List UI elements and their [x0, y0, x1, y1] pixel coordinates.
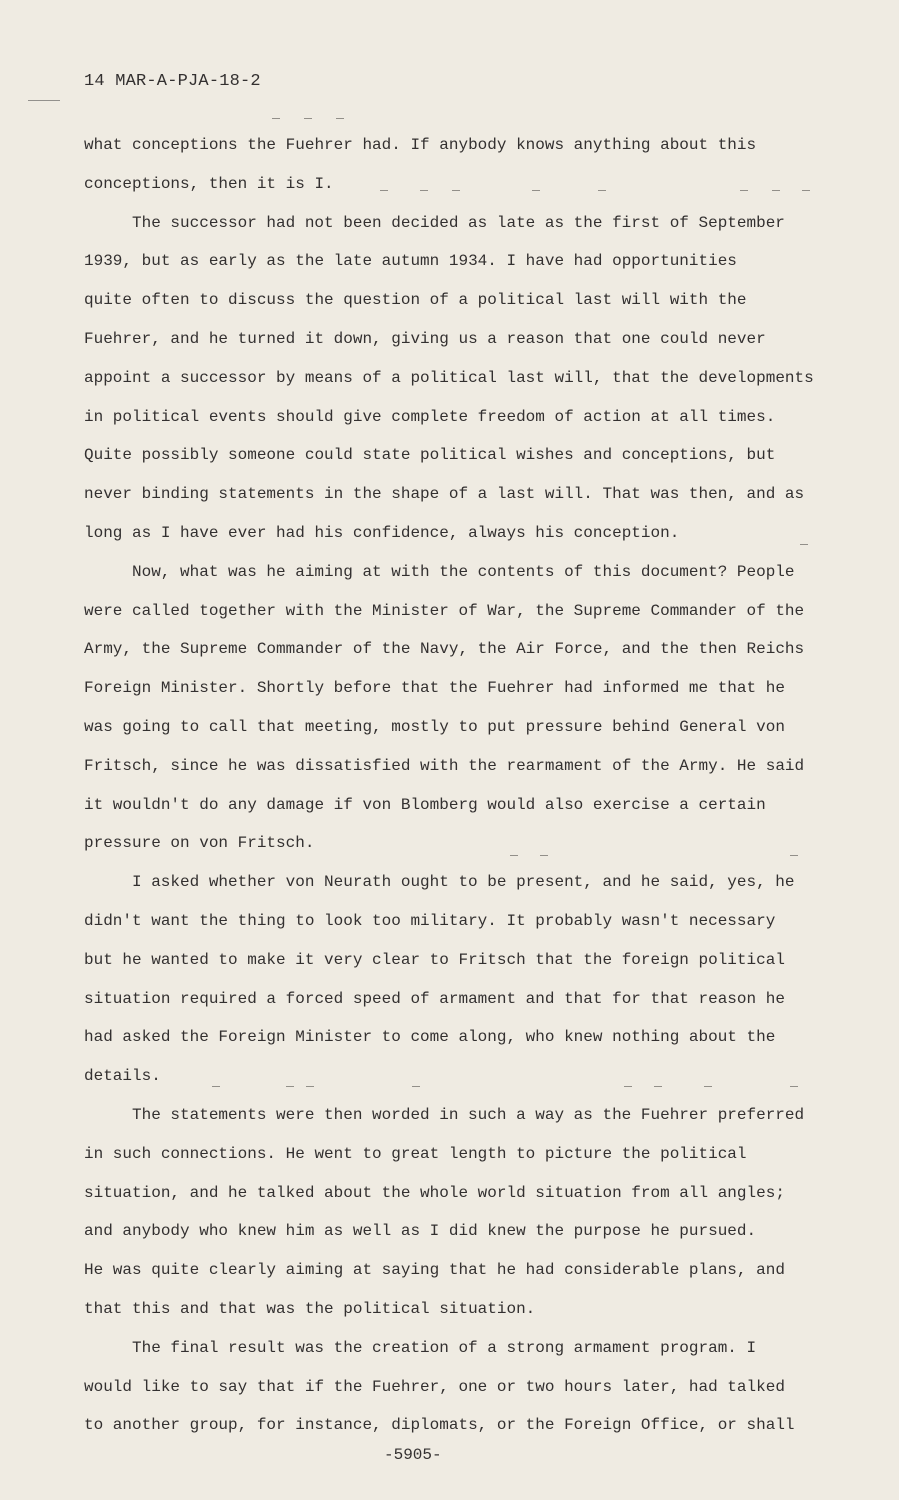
typewriter-mark: [740, 190, 748, 191]
text-line: what conceptions the Fuehrer had. If anybody knows anything about this: [84, 136, 757, 154]
text-line: would like to say that if the Fuehrer, one or two hours later, had talked: [84, 1377, 785, 1396]
text-line: but he wanted to make it very clear to Fritsch that the foreign political: [84, 950, 785, 969]
typewriter-mark: [306, 1086, 314, 1087]
text-line: Fuehrer, and he turned it down, giving us a reason that one could never: [84, 329, 766, 348]
text-line: Now, what was he aiming at with the contents of this document? People: [132, 562, 795, 581]
text-line: were called together with the Minister of War, the Supreme Commander of the: [84, 601, 805, 620]
typewriter-mark: [212, 1086, 220, 1087]
text-line: situation, and he talked about the whole world situation from all angles;: [84, 1183, 785, 1202]
typewriter-mark: [800, 544, 808, 545]
text-line: Army, the Supreme Commander of the Navy, the Air Force, and the then Reichs: [84, 640, 805, 659]
document-header: 14 MAR-A-PJA-18-2: [84, 72, 261, 91]
typewriter-mark: [304, 118, 312, 119]
typewriter-mark: [704, 1086, 712, 1087]
text-line: appoint a successor by means of a political last will, that the developments: [84, 368, 814, 387]
text-line: He was quite clearly aiming at saying that he had considerable plans, and: [84, 1261, 785, 1280]
text-line: that this and that was the political situation.: [84, 1299, 536, 1318]
text-line: quite often to discuss the question of a political last will with the: [84, 291, 747, 310]
text-line: 1939, but as early as the late autumn 1934. I have had opportunities: [84, 252, 737, 271]
text-line: Quite possibly someone could state political wishes and conceptions, but: [84, 446, 776, 465]
text-line: and anybody who knew him as well as I did knew the purpose he pursued.: [84, 1222, 757, 1241]
typewriter-mark: [380, 190, 388, 191]
typewriter-mark: [624, 1086, 632, 1087]
text-line: didn't want the thing to look too military. It probably wasn't necessary: [84, 911, 776, 930]
text-line: The final result was the creation of a strong armament program. I: [132, 1338, 757, 1357]
page-number: -5905-: [384, 1446, 442, 1464]
typewriter-mark: [336, 118, 344, 119]
text-line: to another group, for instance, diplomats, or the Foreign Office, or shall: [84, 1416, 795, 1435]
typewriter-mark: [540, 855, 548, 856]
typewriter-mark: [790, 1086, 798, 1087]
typewriter-mark: [286, 1086, 294, 1087]
text-line: long as I have ever had his confidence, always his conception.: [84, 523, 680, 542]
text-line: it wouldn't do any damage if von Blomberg would also exercise a certain: [84, 795, 766, 814]
text-line: had asked the Foreign Minister to come along, who knew nothing about the: [84, 1028, 776, 1047]
typewriter-mark: [598, 190, 606, 191]
typewriter-mark: [772, 190, 780, 191]
text-line: Fritsch, since he was dissatisfied with the rearmament of the Army. He said: [84, 756, 805, 775]
text-line: I asked whether von Neurath ought to be present, and he said, yes, he: [132, 873, 795, 892]
document-body: [84, 126, 824, 1445]
typewriter-mark: [802, 190, 810, 191]
text-line: in such connections. He went to great length to picture the political: [84, 1144, 747, 1163]
text-line: pressure on von Fritsch.: [84, 834, 315, 853]
text-line: The statements were then worded in such a way as the Fuehrer preferred: [132, 1105, 805, 1124]
typewriter-mark: [272, 118, 280, 119]
margin-mark: [28, 100, 60, 101]
typewriter-mark: [790, 855, 798, 856]
typewriter-mark: [412, 1086, 420, 1087]
text-line: was going to call that meeting, mostly to put pressure behind General von: [84, 717, 785, 736]
typewriter-mark: [532, 190, 540, 191]
typewriter-mark: [510, 855, 518, 856]
typewriter-mark: [654, 1086, 662, 1087]
text-line: details.: [84, 1067, 161, 1086]
typewriter-mark: [452, 190, 460, 191]
text-line: never binding statements in the shape of a last will. That was then, and as: [84, 485, 805, 504]
text-line: situation required a forced speed of armament and that for that reason he: [84, 989, 785, 1008]
text-line: conceptions, then it is I.: [84, 174, 334, 193]
text-line: Foreign Minister. Shortly before that the Fuehrer had informed me that he: [84, 679, 785, 698]
typewriter-mark: [420, 190, 428, 191]
text-line: The successor had not been decided as late as the first of September: [132, 213, 785, 232]
text-line: in political events should give complete freedom of action at all times.: [84, 407, 776, 426]
